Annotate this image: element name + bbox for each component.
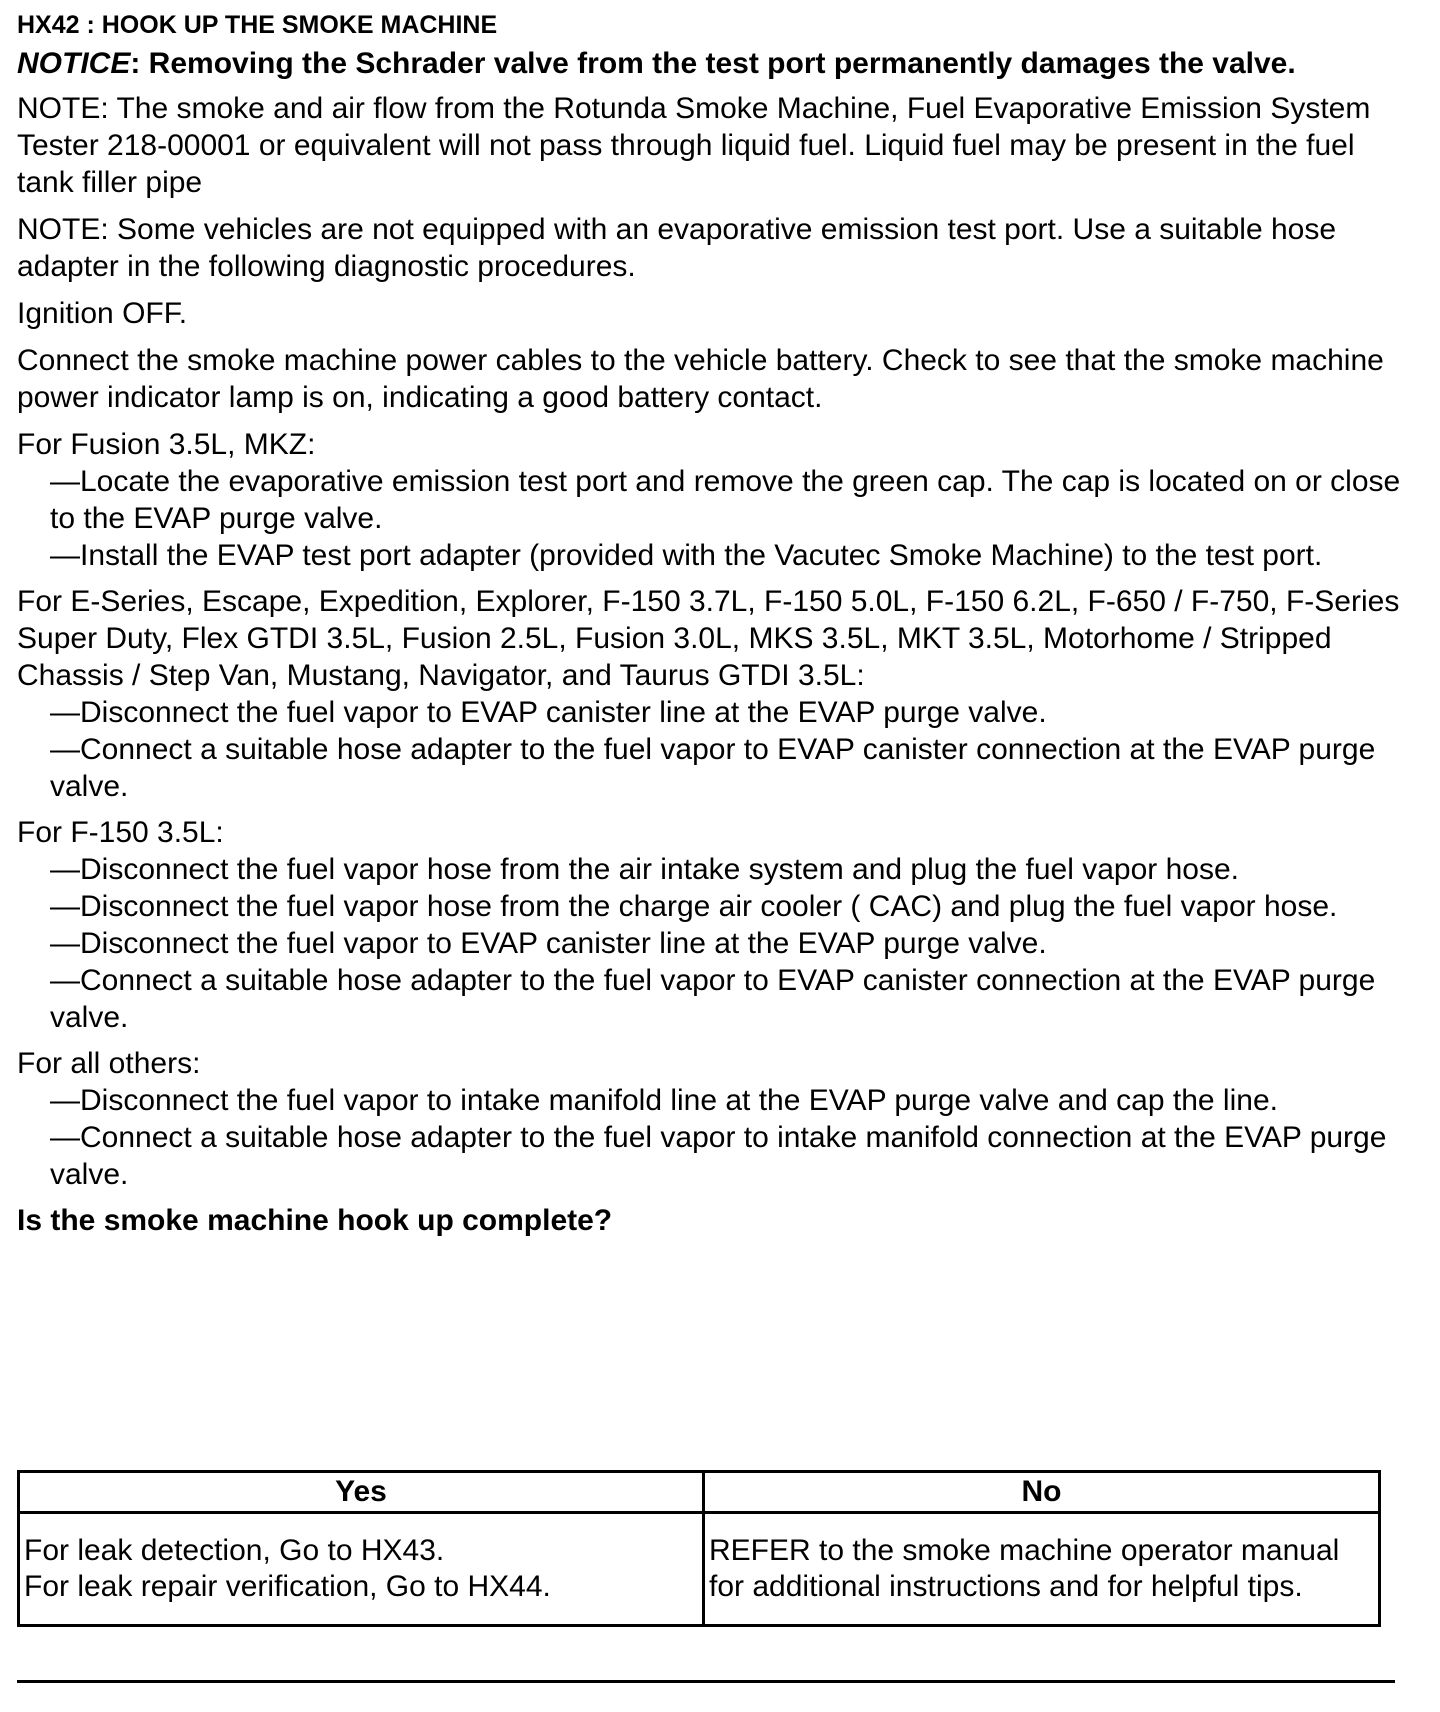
group-step: —Connect a suitable hose adapter to the fuel vapor to intake manifold connection at the EVAP purge valve. [50, 1121, 1387, 1191]
group-heading: For all others: [17, 1047, 201, 1080]
notice-text: : Removing the Schrader valve from the test port permanently damages the valve. [130, 47, 1296, 80]
notice-label: NOTICE [17, 47, 131, 80]
note-smoke-flow: NOTE: The smoke and air flow from the Rotunda Smoke Machine, Fuel Evaporative Emission System Tester 218-00001 or equivalent will not pass through liquid fuel. Liquid fuel may be present in the fuel tank filler pipe [17, 92, 1371, 199]
group-step: —Install the EVAP test port adapter (provided with the Vacutec Smoke Machine) to the test port. [50, 539, 1323, 572]
group-heading: For E-Series, Escape, Expedition, Explorer, F-150 3.7L, F-150 5.0L, F-150 6.2L, F-650 / F-750, F-Series Super Duty, Flex GTDI 3.5L, Fusion 2.5L, Fusion 3.0L, MKS 3.5L, MKT 3.5L, Motorhome / Stripped Chassis / Step Van, Mustang, Navigator, and Taurus GTDI 3.5L: [17, 585, 1400, 692]
yes-action-leak-repair: For leak repair verification, Go to HX44. [24, 1570, 551, 1603]
answer-table-header-row [19, 1472, 1380, 1513]
bottom-divider [17, 1680, 1395, 1683]
group-step: —Disconnect the fuel vapor to EVAP canister line at the EVAP purge valve. [50, 696, 1047, 729]
group-step: —Disconnect the fuel vapor hose from the charge air cooler ( CAC) and plug the fuel vapor hose. [50, 890, 1338, 923]
answer-table [17, 1470, 1381, 1627]
group-step: —Disconnect the fuel vapor to EVAP canister line at the EVAP purge valve. [50, 927, 1047, 960]
notice-block [17, 45, 1407, 82]
group-heading: For F-150 3.5L: [17, 816, 224, 849]
group-heading: For Fusion 3.5L, MKZ: [17, 428, 316, 461]
no-column-header: No [704, 1472, 1380, 1513]
yes-column-header: Yes [19, 1472, 704, 1513]
no-cell: REFER to the smoke machine operator manual for additional instructions and for helpful tips. [704, 1513, 1380, 1626]
group-step: —Locate the evaporative emission test port and remove the green cap. The cap is located on or close to the EVAP purge valve. [50, 465, 1401, 535]
group-step: —Connect a suitable hose adapter to the fuel vapor to EVAP canister connection at the EVAP purge valve. [50, 733, 1376, 803]
yes-cell [19, 1513, 704, 1626]
group-step: —Connect a suitable hose adapter to the fuel vapor to EVAP canister connection at the EVAP purge valve. [50, 964, 1376, 1034]
decision-question: Is the smoke machine hook up complete? [17, 1204, 613, 1237]
page-title: HX42 : HOOK UP THE SMOKE MACHINE [17, 11, 498, 39]
group-step: —Disconnect the fuel vapor to intake manifold line at the EVAP purge valve and cap the line. [50, 1084, 1278, 1117]
vehicle-group-fusion-mkz [17, 426, 1407, 574]
vehicle-group-e-series-etc [17, 583, 1407, 805]
vehicle-group-all-others [17, 1045, 1407, 1193]
answer-table-row [19, 1513, 1380, 1626]
note-test-port: NOTE: Some vehicles are not equipped with an evaporative emission test port. Use a suitable hose adapter in the following diagnostic procedures. [17, 213, 1337, 283]
yes-action-leak-detection: For leak detection, Go to HX43. [24, 1534, 445, 1567]
step-ignition-off: Ignition OFF. [17, 297, 188, 330]
procedure-document [17, 10, 1407, 1239]
step-connect-power: Connect the smoke machine power cables to the vehicle battery. Check to see that the smoke machine power indicator lamp is on, indicating a good battery contact. [17, 344, 1384, 414]
vehicle-group-f150-35l [17, 814, 1407, 1036]
group-step: —Disconnect the fuel vapor hose from the air intake system and plug the fuel vapor hose. [50, 853, 1239, 886]
